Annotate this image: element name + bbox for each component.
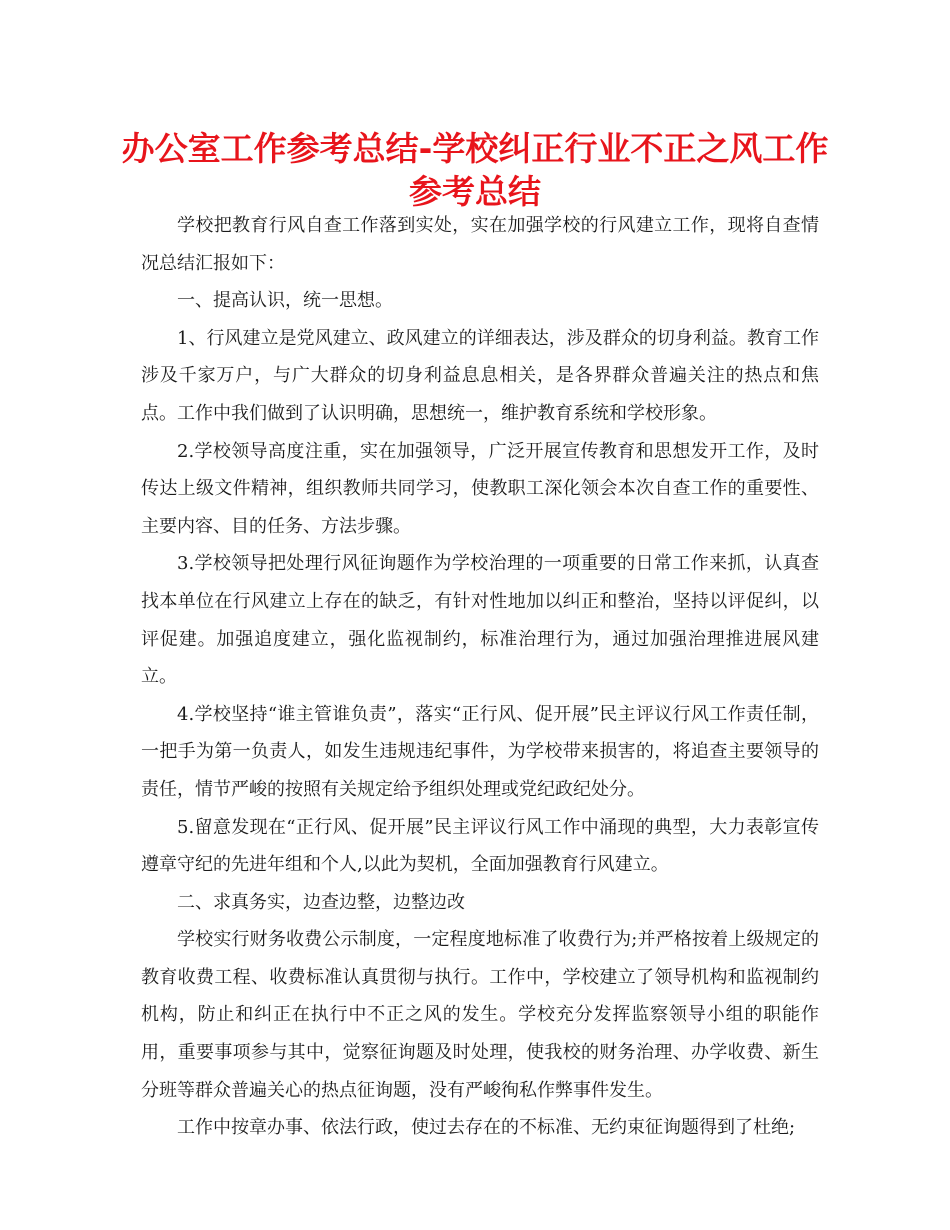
paragraph-item-3: 3.学校领导把处理行风征询题作为学校治理的一项重要的日常工作来抓，认真查找本单位在行风建立上存在的缺乏，有针对性地加以纠正和整治，坚持以评促纠，以评促建。加强追度建立，强化监视制约，标准治理行为，通过加强治理推进展风建立。 bbox=[141, 553, 819, 688]
paragraph-closing: 工作中按章办事、依法行政，使过去存在的不标准、无约束征询题得到了杜绝; bbox=[177, 1117, 796, 1139]
paragraph-item-5: 5.留意发现在“正行风、促开展”民主评议行风工作中涌现的典型，大力表彰宣传遵章守纪的先进年组和个人,以此为契机，全面加强教育行风建立。 bbox=[141, 816, 819, 876]
section-heading-1: 一、提高认识，统一思想。 bbox=[177, 290, 393, 312]
paragraph-item-2: 2.学校领导高度注重，实在加强领导，广泛开展宣传教育和思想发开工作，及时传达上级文件精神，组织教师共同学习，使教职工深化领会本次自查工作的重要性、主要内容、目的任务、方法步骤。 bbox=[141, 440, 819, 537]
paragraph-item-4: 4.学校坚持“谁主管谁负责”，落实“正行风、促开展”民主评议行风工作责任制，一把手为第一负责人，如发生违规违纪事件，为学校带来损害的，将追查主要领导的责任，情节严峻的按照有关规定给予组织处理或党纪政纪处分。 bbox=[141, 703, 819, 800]
document-title-line-1: 办公室工作参考总结-学校纠正行业不正之风工作 bbox=[121, 129, 829, 168]
document-body bbox=[141, 207, 819, 1147]
document-title-line-2: 参考总结 bbox=[409, 172, 541, 211]
section-heading-2: 二、求真务实，边查边整，边整边改 bbox=[177, 891, 465, 913]
paragraph-item-1: 1、行风建立是党风建立、政风建立的详细表达，涉及群众的切身利益。教育工作涉及千家万户，与广大群众的切身利益息息相关，是各界群众普遍关注的热点和焦点。工作中我们做到了认识明确，思想统一，维护教育系统和学校形象。 bbox=[141, 327, 819, 424]
paragraph-intro: 学校把教育行风自查工作落到实处，实在加强学校的行风建立工作，现将自查情况总结汇报如下： bbox=[141, 215, 819, 274]
paragraph-finance: 学校实行财务收费公示制度，一定程度地标准了收费行为;并严格按着上级规定的教育收费工程、收费标准认真贯彻与执行。工作中，学校建立了领导机构和监视制约机构，防止和纠正在执行中不正之风的发生。学校充分发挥监察领导小组的职能作用，重要事项参与其中，觉察征询题及时处理，使我校的财务治理、办学收费、新生分班等群众普遍关心的热点征询题，没有严峻徇私作弊事件发生。 bbox=[141, 929, 819, 1101]
